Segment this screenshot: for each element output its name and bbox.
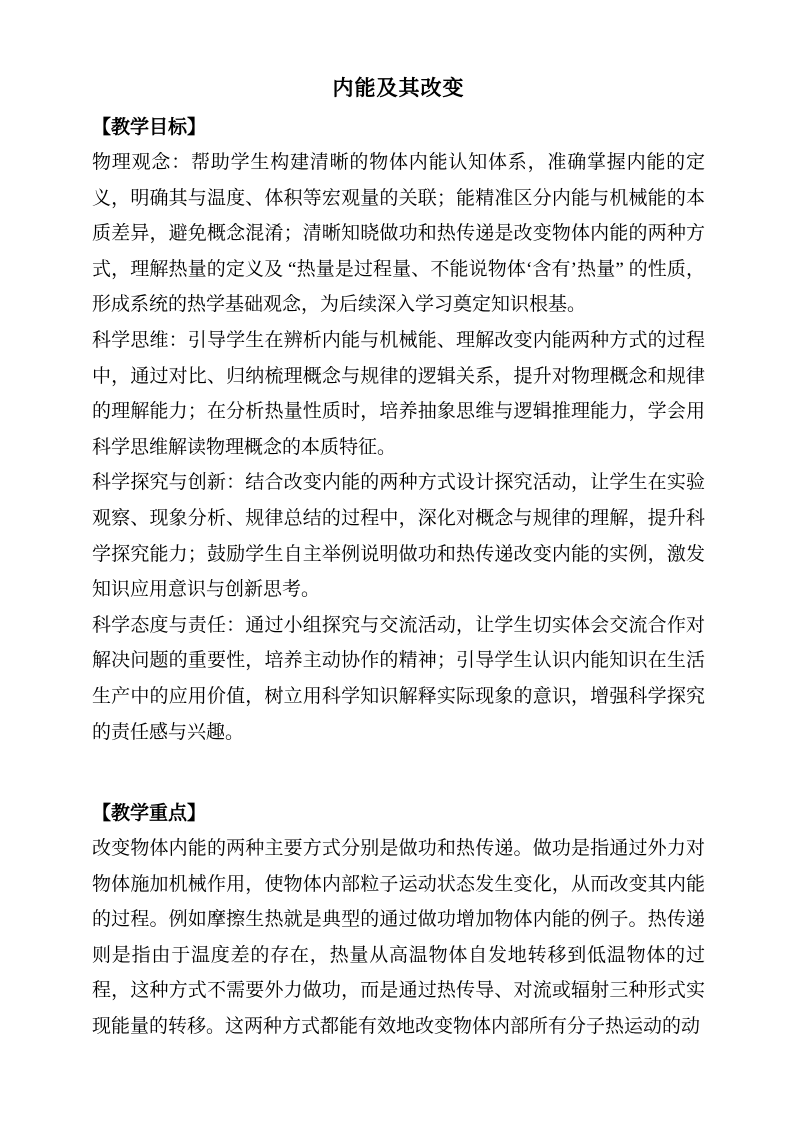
section-teaching-objectives [92, 114, 705, 750]
paragraph-physics-concepts: 物理观念：帮助学生构建清晰的物体内能认知体系，准确掌握内能的定义，明确其与温度、体积等宏观量的关联；能精准区分内能与机械能的本质差异，避免概念混淆；清晰知晓做功和热传递是改变物体内能的两种方式，理解热量的定义及 “热量是过程量、不能说物体‘含有’热量” 的性质，形成系统的热学基础观念，为后续深入学习奠定知识根基。 [92, 152, 705, 316]
section-teaching-key-points [92, 800, 705, 1045]
document-title: 内能及其改变 [332, 76, 465, 100]
paragraph-key-points-body: 改变物体内能的两种主要方式分别是做功和热传递。做功是指通过外力对物体施加机械作用，使物体内部粒子运动状态发生变化，从而改变其内能的过程。例如摩擦生热就是典型的通过做功增加物体内能的例子。热传递则是指由于温度差的存在，热量从高温物体自发地转移到低温物体的过程，这种方式不需要外力做功，而是通过热传导、对流或辐射三种形式实现能量的转移。这两种方式都能有效地改变物体内部所有分子热运动的动 [92, 838, 705, 1038]
paragraph-scientific-thinking: 科学思维：引导学生在辨析内能与机械能、理解改变内能两种方式的过程中，通过对比、归纳梳理概念与规律的逻辑关系，提升对物理概念和规律的理解能力；在分析热量性质时，培养抽象思维与逻辑推理能力，学会用科学思维解读物理概念的本质特征。 [92, 329, 705, 458]
paragraph-attitude-responsibility: 科学态度与责任：通过小组探究与交流活动，让学生切实体会交流合作对解决问题的重要性，培养主动协作的精神；引导学生认识内能知识在生活生产中的应用价值，树立用科学知识解释实际现象的意识，增强科学探究的责任感与兴趣。 [92, 614, 705, 743]
section-heading-teaching-key-points: 【教学重点】 [92, 803, 207, 825]
paragraph-inquiry-innovation: 科学探究与创新：结合改变内能的两种方式设计探究活动，让学生在实验观察、现象分析、规律总结的过程中，深化对概念与规律的理解，提升科学探究能力；鼓励学生自主举例说明做功和热传递改变内能的实例，激发知识应用意识与创新思考。 [92, 472, 705, 601]
section-heading-teaching-objectives: 【教学目标】 [92, 117, 207, 138]
